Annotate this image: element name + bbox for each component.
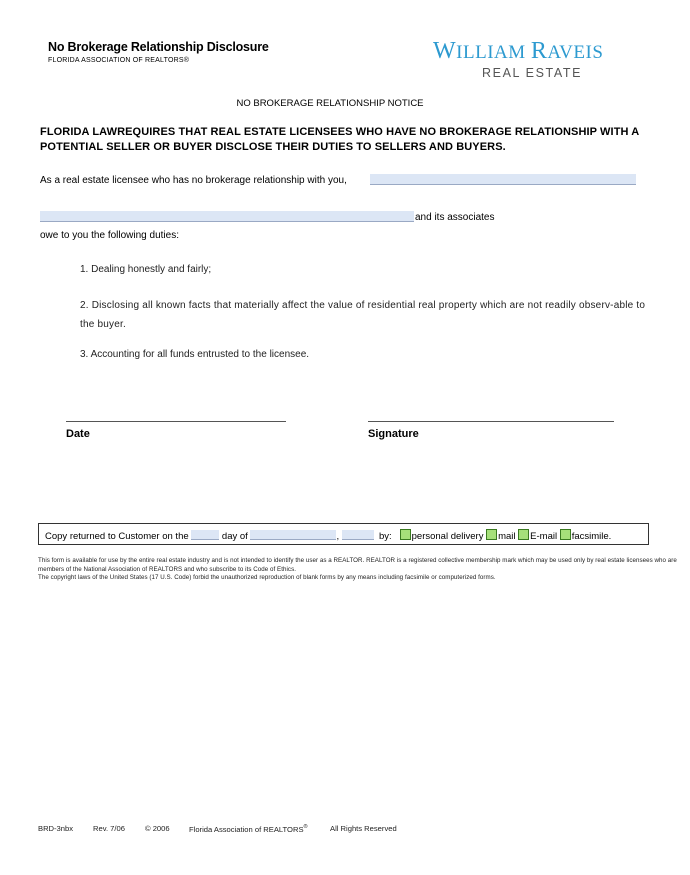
organization-text: Florida Association of REALTORS	[189, 825, 304, 834]
date-line[interactable]	[66, 421, 286, 422]
email-checkbox[interactable]	[518, 529, 529, 540]
licensee-statement: As a real estate licensee who has no brokerage relationship with you,	[40, 175, 347, 186]
duties-intro: owe to you the following duties:	[40, 230, 179, 241]
fine-print	[38, 557, 678, 583]
copy-comma: ,	[336, 531, 340, 542]
copy-day-of: day of	[221, 531, 248, 542]
fine-print-line: This form is available for use by the entire real estate industry and is not intended to identify the user as a REALTOR. REALTOR is a registered collective membership mark which may be used only by real estate licensees who are members of the National Association of REALTORS and who subscribe to its Code of Ethics.	[38, 557, 677, 573]
copy-returned-line	[45, 529, 611, 542]
copyright-year: © 2006	[145, 824, 170, 833]
rights-reserved: All Rights Reserved	[330, 824, 397, 833]
mail-checkbox[interactable]	[486, 529, 497, 540]
signature-label: Signature	[368, 428, 419, 440]
copy-prefix: Copy returned to Customer on the	[45, 531, 189, 542]
logo-text-illiam: ILLIAM	[456, 42, 531, 63]
duty-item: 2. Disclosing all known facts that materially affect the value of residential real property which are not readily observ-able to the buyer.	[80, 300, 646, 330]
notice-title: NO BROKERAGE RELATIONSHIP NOTICE	[236, 98, 424, 109]
duty-item: 3. Accounting for all funds entrusted to the licensee.	[80, 349, 310, 360]
brand-logo-subtitle: REAL ESTATE	[482, 66, 583, 80]
revision: Rev. 7/06	[93, 824, 125, 833]
facsimile-checkbox[interactable]	[560, 529, 571, 540]
duty-item: 1. Dealing honestly and fairly;	[80, 264, 212, 275]
signature-line[interactable]	[368, 421, 614, 422]
form-id: BRD-3nbx	[38, 824, 74, 833]
document-subtitle: FLORIDA ASSOCIATION OF REALTORS®	[48, 57, 190, 64]
brokerage-name-field[interactable]	[40, 211, 414, 222]
registered-mark: ®	[303, 824, 308, 830]
copy-by: by:	[379, 531, 392, 542]
copy-day-field[interactable]	[191, 530, 219, 540]
personal-delivery-checkbox[interactable]	[400, 529, 411, 540]
logo-letter-r: R	[530, 38, 548, 64]
licensee-name-field[interactable]	[370, 174, 636, 185]
law-statement: FLORIDA LAWREQUIRES THAT REAL ESTATE LICENSEES WHO HAVE NO BROKERAGE RELATIONSHIP WITH A POTENTIAL SELLER OR BUYER DISCLOSE THEIR DUTIES TO SELLERS AND BUYERS.	[40, 126, 639, 153]
email-label: E-mail	[530, 531, 558, 542]
personal-delivery-label: personal delivery	[411, 531, 484, 542]
associates-text: and its associates	[415, 212, 495, 223]
fine-print-line: The copyright laws of the United States (17 U.S. Code) forbid the unauthorized reproduction of blank forms by any means including facsimile or computerized forms.	[38, 574, 496, 581]
document-title: No Brokerage Relationship Disclosure	[48, 40, 269, 54]
logo-letter-w: W	[433, 38, 457, 64]
copy-year-field[interactable]	[342, 530, 374, 540]
date-label: Date	[66, 428, 90, 440]
mail-label: mail	[498, 531, 516, 542]
brand-logo	[433, 38, 603, 65]
facsimile-label: facsimile.	[571, 531, 612, 542]
logo-text-aveis: AVEIS	[547, 42, 604, 63]
organization-name	[189, 824, 308, 834]
copy-month-field[interactable]	[250, 530, 336, 540]
